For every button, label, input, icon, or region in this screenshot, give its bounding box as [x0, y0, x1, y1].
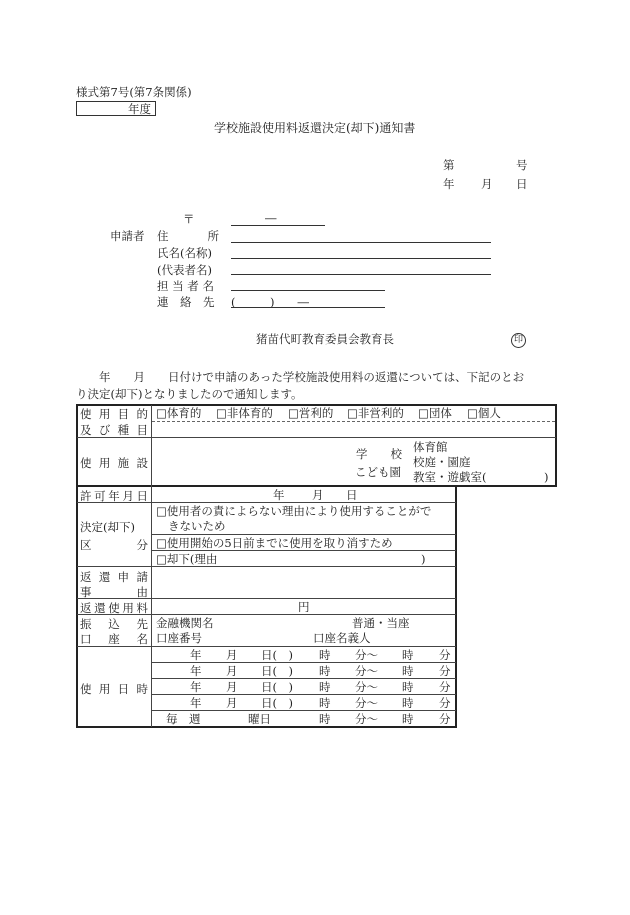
- permit-date-day: 日: [346, 488, 358, 502]
- weekly-start-hour: 時: [319, 712, 331, 726]
- usage-end-minute: 分: [439, 648, 451, 662]
- usage-end-minute: 分: [439, 696, 451, 710]
- usage-start-hour: 時: [319, 696, 331, 710]
- decision-option-rejected[interactable]: □却下(理由: [156, 552, 218, 566]
- weekly-end-minute: 分: [439, 712, 451, 726]
- doc-number-suffix: 号: [516, 158, 528, 172]
- usage-year: 年: [190, 648, 202, 662]
- usage-end-hour: 時: [402, 680, 414, 694]
- facility-type-school: 学 校: [356, 447, 402, 461]
- usage-start-minute: 分～: [355, 680, 378, 694]
- phone-value: ( ) ―: [231, 295, 309, 309]
- usage-start-minute: 分～: [355, 664, 378, 678]
- reason-label-1: 返 還 申 請: [80, 570, 148, 584]
- usage-month: 月: [226, 664, 238, 678]
- purpose-label-2: 及 び 種 目: [80, 423, 148, 437]
- purpose-label-1: 使 用 目 的: [80, 407, 148, 421]
- permit-date-month: 月: [312, 488, 324, 502]
- usage-day: 日( ): [261, 680, 293, 694]
- postal-mark: 〒: [183, 212, 195, 226]
- decision-option-cancelled[interactable]: □使用開始の5日前までに使用を取り消すため: [156, 536, 393, 550]
- applicant-heading: 申請者: [110, 229, 145, 243]
- bank-label-1: 振 込 先: [80, 617, 148, 631]
- usage-datetime-label: 使 用 日 時: [80, 682, 148, 696]
- facility-type-kindergarten: こども園: [355, 465, 401, 479]
- weekly-end-hour: 時: [402, 712, 414, 726]
- weekday: 曜日: [248, 712, 271, 726]
- purpose-option-non-athletic[interactable]: □非体育的: [216, 406, 273, 420]
- form-number: 様式第7号(第7条関係): [76, 85, 192, 99]
- usage-year: 年: [190, 696, 202, 710]
- purpose-option-athletic[interactable]: □体育的: [156, 406, 202, 420]
- phone-label: 連 絡 先: [157, 295, 215, 309]
- decision-option-unavoidable-line2: きないため: [168, 519, 226, 533]
- bank-institution-label: 金融機関名: [156, 616, 214, 630]
- facility-place-gym[interactable]: 体育館: [413, 440, 448, 454]
- issuer-name: 猪苗代町教育委員会教育長: [256, 332, 394, 346]
- seal-icon: 印: [511, 331, 526, 348]
- body-text-line2: り決定(却下)となりましたので通知します。: [76, 387, 303, 401]
- usage-year: 年: [190, 664, 202, 678]
- usage-month: 月: [226, 680, 238, 694]
- bank-account-holder-label: 口座名義人: [313, 631, 371, 645]
- name-field[interactable]: [231, 258, 491, 259]
- refund-fee-unit: 円: [298, 600, 310, 614]
- usage-start-minute: 分～: [355, 696, 378, 710]
- purpose-option-group[interactable]: □団体: [418, 406, 452, 420]
- usage-end-minute: 分: [439, 680, 451, 694]
- name-label: 氏名(名称): [157, 246, 212, 260]
- purpose-option-individual[interactable]: □個人: [467, 406, 501, 420]
- doc-number-prefix: 第: [443, 158, 455, 172]
- doc-date-year: 年: [443, 177, 455, 191]
- permit-date-label: 許可年月日: [80, 489, 148, 503]
- bank-account-number-label: 口座番号: [156, 631, 202, 645]
- usage-day: 日( ): [261, 648, 293, 662]
- representative-label: (代表者名): [157, 263, 212, 277]
- weekly-label: 毎 週: [166, 712, 201, 726]
- decision-label-2: 区 分: [80, 538, 148, 552]
- body-text-line1: 年 月 日付けで申請のあった学校施設使用料の返還については、下記のとお: [76, 370, 525, 384]
- usage-end-hour: 時: [402, 696, 414, 710]
- usage-year: 年: [190, 680, 202, 694]
- usage-day: 日( ): [261, 664, 293, 678]
- postal-dash: ―: [265, 211, 277, 225]
- fiscal-year-field[interactable]: [76, 101, 156, 116]
- address-field[interactable]: [231, 242, 491, 243]
- representative-field[interactable]: [231, 274, 491, 275]
- decision-reason-close: ): [421, 552, 426, 566]
- permit-date-year: 年: [273, 488, 285, 502]
- facility-place-grounds[interactable]: 校庭・園庭: [413, 455, 471, 469]
- usage-end-hour: 時: [402, 664, 414, 678]
- purpose-option-commercial[interactable]: □営利的: [288, 406, 334, 420]
- decision-label-1: 決定(却下): [80, 520, 135, 534]
- page-title: 学校施設使用料返還決定(却下)通知書: [214, 121, 416, 135]
- contact-person-label: 担 当 者 名: [157, 279, 214, 293]
- postal-code-field[interactable]: [231, 225, 325, 226]
- usage-end-hour: 時: [402, 648, 414, 662]
- usage-month: 月: [226, 696, 238, 710]
- bank-account-type[interactable]: 普通・当座: [352, 616, 410, 630]
- usage-start-hour: 時: [319, 680, 331, 694]
- fiscal-year-label: 年度: [128, 102, 151, 116]
- usage-day: 日( ): [261, 696, 293, 710]
- bank-label-2: 口 座 名: [80, 632, 148, 646]
- usage-start-hour: 時: [319, 648, 331, 662]
- doc-date-month: 月: [481, 177, 493, 191]
- usage-end-minute: 分: [439, 664, 451, 678]
- doc-date-day: 日: [516, 177, 528, 191]
- address-label: 住 所: [157, 229, 219, 243]
- decision-option-unavoidable-line1[interactable]: □使用者の責によらない理由により使用することがで: [156, 504, 432, 518]
- weekly-start-minute: 分～: [355, 712, 378, 726]
- reason-field[interactable]: [156, 576, 452, 596]
- usage-start-minute: 分～: [355, 648, 378, 662]
- phone-field[interactable]: [231, 307, 385, 308]
- facility-place-classroom[interactable]: 教室・遊戯室( ): [413, 470, 549, 484]
- contact-person-field[interactable]: [231, 290, 385, 291]
- usage-start-hour: 時: [319, 664, 331, 678]
- purpose-option-non-commercial[interactable]: □非営利的: [347, 406, 404, 420]
- refund-fee-label: 返還使用料: [80, 601, 148, 615]
- reason-label-2: 事 由: [80, 585, 148, 599]
- usage-month: 月: [226, 648, 238, 662]
- facility-label: 使 用 施 設: [80, 456, 148, 470]
